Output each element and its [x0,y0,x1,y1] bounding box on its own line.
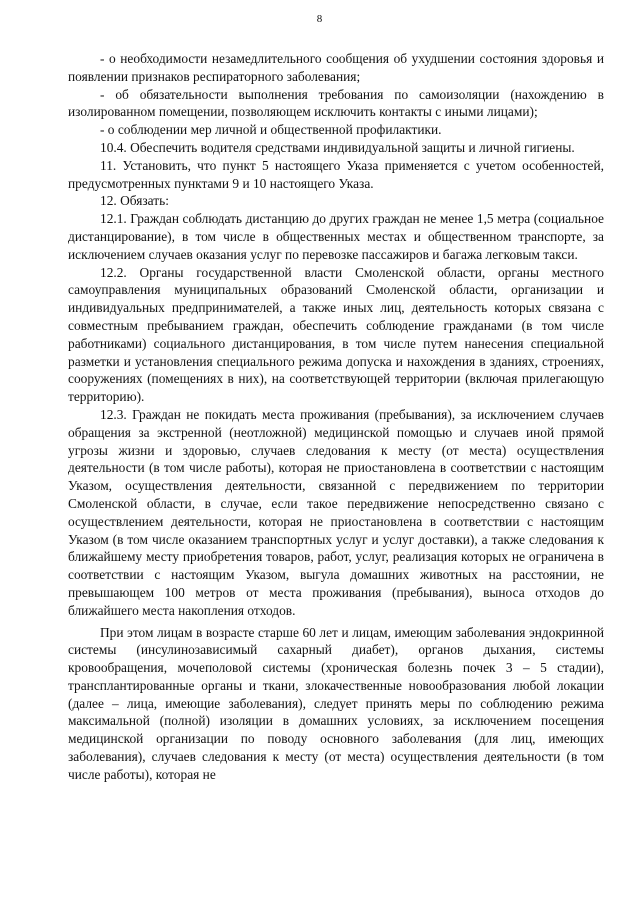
paragraph-11: 11. Установить, что пункт 5 настоящего Указа применяется с учетом особенностей, предусмотренных пунктами 9 и 10 настоящего Указа. [68,157,604,191]
document-body [68,50,604,784]
paragraph-prevention: - о соблюдении мер личной и общественной профилактики. [100,122,442,138]
paragraph-12: 12. Обязать: [100,193,169,209]
paragraph-10-4: 10.4. Обеспечить водителя средствами индивидуальной защиты и личной гигиены. [100,139,575,155]
paragraph-12-2: 12.2. Органы государственной власти Смоленской области, органы местного самоуправления муниципальных образований Смоленской области, организации и индивидуальных предпринимателей, а также иных лиц, деятельность которых связана с совместным пребыванием граждан, обеспечить соблюдение гражданами (в том числе работниками) социального дистанцирования, в том числе путем нанесения специальной разметки и установления специального режима допуска и нахождения в зданиях, строениях, сооружениях (помещениях в них), на соответствующей территории (включая прилегающую территорию). [68,264,604,405]
paragraph-self-isolation: - об обязательности выполнения требования по самоизоляции (нахождению в изолированном помещении, позволяющем исключить контакты с иными лицами); [68,86,604,120]
paragraph-elderly: При этом лицам в возрасте старше 60 лет и лицам, имеющим заболевания эндокринной системы (инсулинозависимый сахарный диабет), органов дыхания, системы кровообращения, мочеполовой системы (хроническая болезнь почек 3 – 5 стадии), трансплантированные органы и ткани, злокачественные новообразования любой локации (далее – лица, имеющие заболевания), следует принять меры по соблюдению режима максимальной (полной) изоляции в домашних условиях, за исключением посещения медицинской организации по поводу основного заболевания (для лиц, имеющих заболевания), случаев следования к месту (от места) осуществления деятельности (в том числе работы), которая не [68,624,604,782]
page-number: 8 [316,13,323,25]
paragraph-12-3: 12.3. Граждан не покидать места проживания (пребывания), за исключением случаев обращения за экстренной (неотложной) медицинской помощью и случаев иной прямой угрозы жизни и здоровью, случаев следования к месту (от места) осуществления деятельности (в том числе работы), которая не приостановлена в соответствии с настоящим Указом, осуществления деятельности, связанной с передвижением по территории Смоленской области, в случае, если такое передвижение непосредственно связано с осуществлением деятельности, которая не приостановлена в соответствии с настоящим Указом (в том числе оказанием транспортных услуг и услуг доставки), а также следования к ближайшему месту приобретения товаров, работ, услуг, реализация которых не ограничена в соответствии с настоящим Указом, выгула домашних животных на расстоянии, не превышающем 100 метров от места проживания (пребывания), выноса отходов до ближайшего места накопления отходов. [68,406,604,618]
paragraph-12-1: 12.1. Граждан соблюдать дистанцию до других граждан не менее 1,5 метра (социальное дистанцирование), в том числе в общественных местах и общественном транспорте, за исключением случаев оказания услуг по перевозке пассажиров и багажа легковым такси. [68,211,604,262]
paragraph-notify-health: - о необходимости незамедлительного сообщения об ухудшении состояния здоровья и появлении признаков респираторного заболевания; [68,51,604,84]
